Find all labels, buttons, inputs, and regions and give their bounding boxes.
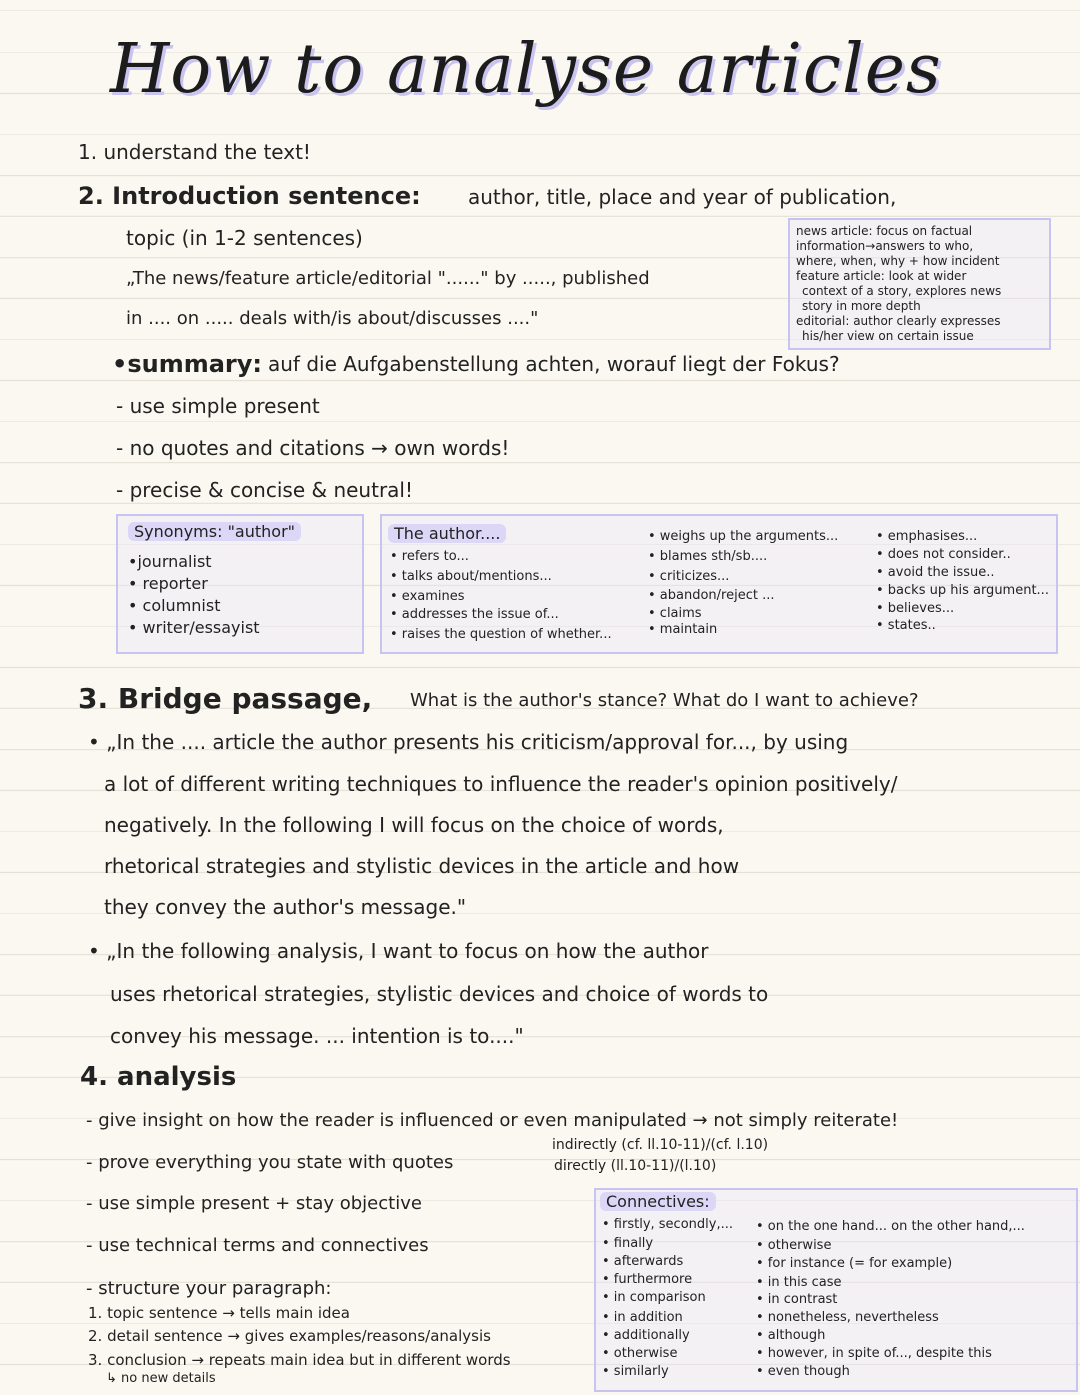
bridge-passage-heading: 3. Bridge passage, bbox=[78, 682, 373, 715]
verb-item: • does not consider.. bbox=[876, 547, 1011, 562]
connective-item: • even though bbox=[756, 1364, 850, 1379]
synonym-item: • columnist bbox=[128, 596, 221, 615]
synonyms-box bbox=[116, 514, 364, 654]
connective-item: • otherwise bbox=[602, 1346, 678, 1361]
reporting-verbs-header: The author.... bbox=[388, 524, 506, 543]
connective-item: • nonetheless, nevertheless bbox=[756, 1310, 939, 1325]
connective-item: • furthermore bbox=[602, 1272, 693, 1287]
structure-item: 1. topic sentence → tells main idea bbox=[88, 1304, 350, 1322]
verb-item: • backs up his argument... bbox=[876, 583, 1049, 598]
connective-item: • similarly bbox=[602, 1364, 669, 1379]
bridge-text-line: rhetorical strategies and stylistic devices in the article and how bbox=[104, 854, 740, 878]
introduction-template-line-2: in .... on ..... deals with/is about/discusses ...." bbox=[126, 308, 539, 329]
verb-item: • claims bbox=[648, 606, 702, 621]
bridge-text-line: they convey the author's message." bbox=[104, 895, 467, 919]
verb-item: • states.. bbox=[876, 618, 936, 633]
step-understand: 1. understand the text! bbox=[78, 140, 311, 164]
verb-item: • weighs up the arguments... bbox=[648, 529, 839, 544]
verb-item: • avoid the issue.. bbox=[876, 565, 995, 580]
bridge-text-line: negatively. In the following I will focus on the choice of words, bbox=[104, 813, 724, 837]
synonym-item: • reporter bbox=[128, 574, 208, 593]
bridge-passage-question: What is the author's stance? What do I want to achieve? bbox=[410, 690, 919, 711]
analysis-insight: - give insight on how the reader is influenced or even manipulated → not simply reiterate! bbox=[86, 1110, 899, 1131]
article-types-line: his/her view on certain issue bbox=[802, 329, 974, 343]
verb-item: • believes... bbox=[876, 601, 955, 616]
analysis-terms: - use technical terms and connectives bbox=[86, 1235, 429, 1256]
bridge-text-line: • „In the .... article the author presents his criticism/approval for..., by using bbox=[88, 730, 849, 754]
analysis-present: - use simple present + stay objective bbox=[86, 1193, 422, 1214]
verb-item: • examines bbox=[390, 589, 465, 604]
summary-item: - precise & concise & neutral! bbox=[116, 478, 413, 502]
article-types-line: context of a story, explores news bbox=[802, 284, 1002, 298]
bridge-text-line: • „In the following analysis, I want to focus on how the author bbox=[88, 939, 709, 963]
connective-item: • otherwise bbox=[756, 1238, 832, 1253]
summary-item: - use simple present bbox=[116, 394, 320, 418]
connective-item: • however, in spite of..., despite this bbox=[756, 1346, 992, 1361]
verb-item: • talks about/mentions... bbox=[390, 569, 552, 584]
verb-item: • refers to... bbox=[390, 549, 469, 564]
connective-item: • afterwards bbox=[602, 1254, 684, 1269]
summary-heading: •summary: bbox=[112, 350, 262, 378]
reporting-verbs-box bbox=[380, 514, 1058, 654]
article-types-line: editorial: author clearly expresses bbox=[796, 314, 1001, 328]
synonyms-header: Synonyms: "author" bbox=[128, 522, 301, 541]
verb-item: • emphasises... bbox=[876, 529, 978, 544]
connective-item: • additionally bbox=[602, 1328, 690, 1343]
analysis-prove: - prove everything you state with quotes bbox=[86, 1152, 454, 1173]
verb-item: • criticizes... bbox=[648, 569, 730, 584]
connective-item: • firstly, secondly,... bbox=[602, 1217, 733, 1232]
article-types-box bbox=[788, 218, 1051, 350]
synonym-item: • writer/essayist bbox=[128, 618, 260, 637]
connective-item: • in comparison bbox=[602, 1290, 706, 1305]
connective-item: • in contrast bbox=[756, 1292, 838, 1307]
page-title: How to analyse articles bbox=[110, 30, 942, 109]
bridge-text-line: a lot of different writing techniques to influence the reader's opinion positively/ bbox=[104, 772, 898, 796]
article-types-line: information→answers to who, bbox=[796, 239, 974, 253]
citation-indirect: indirectly (cf. ll.10-11)/(cf. l.10) bbox=[552, 1137, 769, 1153]
article-types-line: feature article: look at wider bbox=[796, 269, 967, 283]
analysis-heading: 4. analysis bbox=[80, 1062, 237, 1092]
bridge-text-line: convey his message. ... intention is to...." bbox=[110, 1024, 524, 1048]
connective-item: • for instance (= for example) bbox=[756, 1256, 953, 1271]
introduction-elements: author, title, place and year of publication, bbox=[468, 185, 897, 209]
summary-instruction: auf die Aufgabenstellung achten, worauf liegt der Fokus? bbox=[268, 352, 840, 376]
verb-item: • maintain bbox=[648, 622, 718, 637]
verb-item: • addresses the issue of... bbox=[390, 607, 559, 622]
citation-direct: directly (ll.10-11)/(l.10) bbox=[554, 1158, 717, 1174]
article-types-line: story in more depth bbox=[802, 299, 921, 313]
summary-item: - no quotes and citations → own words! bbox=[116, 436, 510, 460]
connective-item: • although bbox=[756, 1328, 826, 1343]
synonym-item: •journalist bbox=[128, 552, 212, 571]
structure-item: ↳ no new details bbox=[106, 1371, 216, 1386]
structure-item: 3. conclusion → repeats main idea but in different words bbox=[88, 1351, 511, 1369]
connective-item: • in this case bbox=[756, 1275, 842, 1290]
connective-item: • finally bbox=[602, 1236, 654, 1251]
article-types-line: where, when, why + how incident bbox=[796, 254, 1000, 268]
connectives-header: Connectives: bbox=[600, 1192, 716, 1211]
structure-item: 2. detail sentence → gives examples/reasons/analysis bbox=[88, 1327, 491, 1345]
step-introduction-heading: 2. Introduction sentence: bbox=[78, 182, 421, 210]
structure-heading: - structure your paragraph: bbox=[86, 1278, 332, 1299]
bridge-text-line: uses rhetorical strategies, stylistic devices and choice of words to bbox=[110, 982, 769, 1006]
verb-item: • blames sth/sb.... bbox=[648, 549, 768, 564]
verb-item: • raises the question of whether... bbox=[390, 627, 612, 642]
verb-item: • abandon/reject ... bbox=[648, 588, 775, 603]
connectives-box bbox=[594, 1188, 1078, 1392]
introduction-topic: topic (in 1-2 sentences) bbox=[126, 226, 363, 250]
connective-item: • on the one hand... on the other hand,... bbox=[756, 1219, 1025, 1234]
article-types-line: news article: focus on factual bbox=[796, 224, 973, 238]
introduction-template-line-1: „The news/feature article/editorial "......" by ....., published bbox=[126, 268, 650, 289]
connective-item: • in addition bbox=[602, 1310, 683, 1325]
